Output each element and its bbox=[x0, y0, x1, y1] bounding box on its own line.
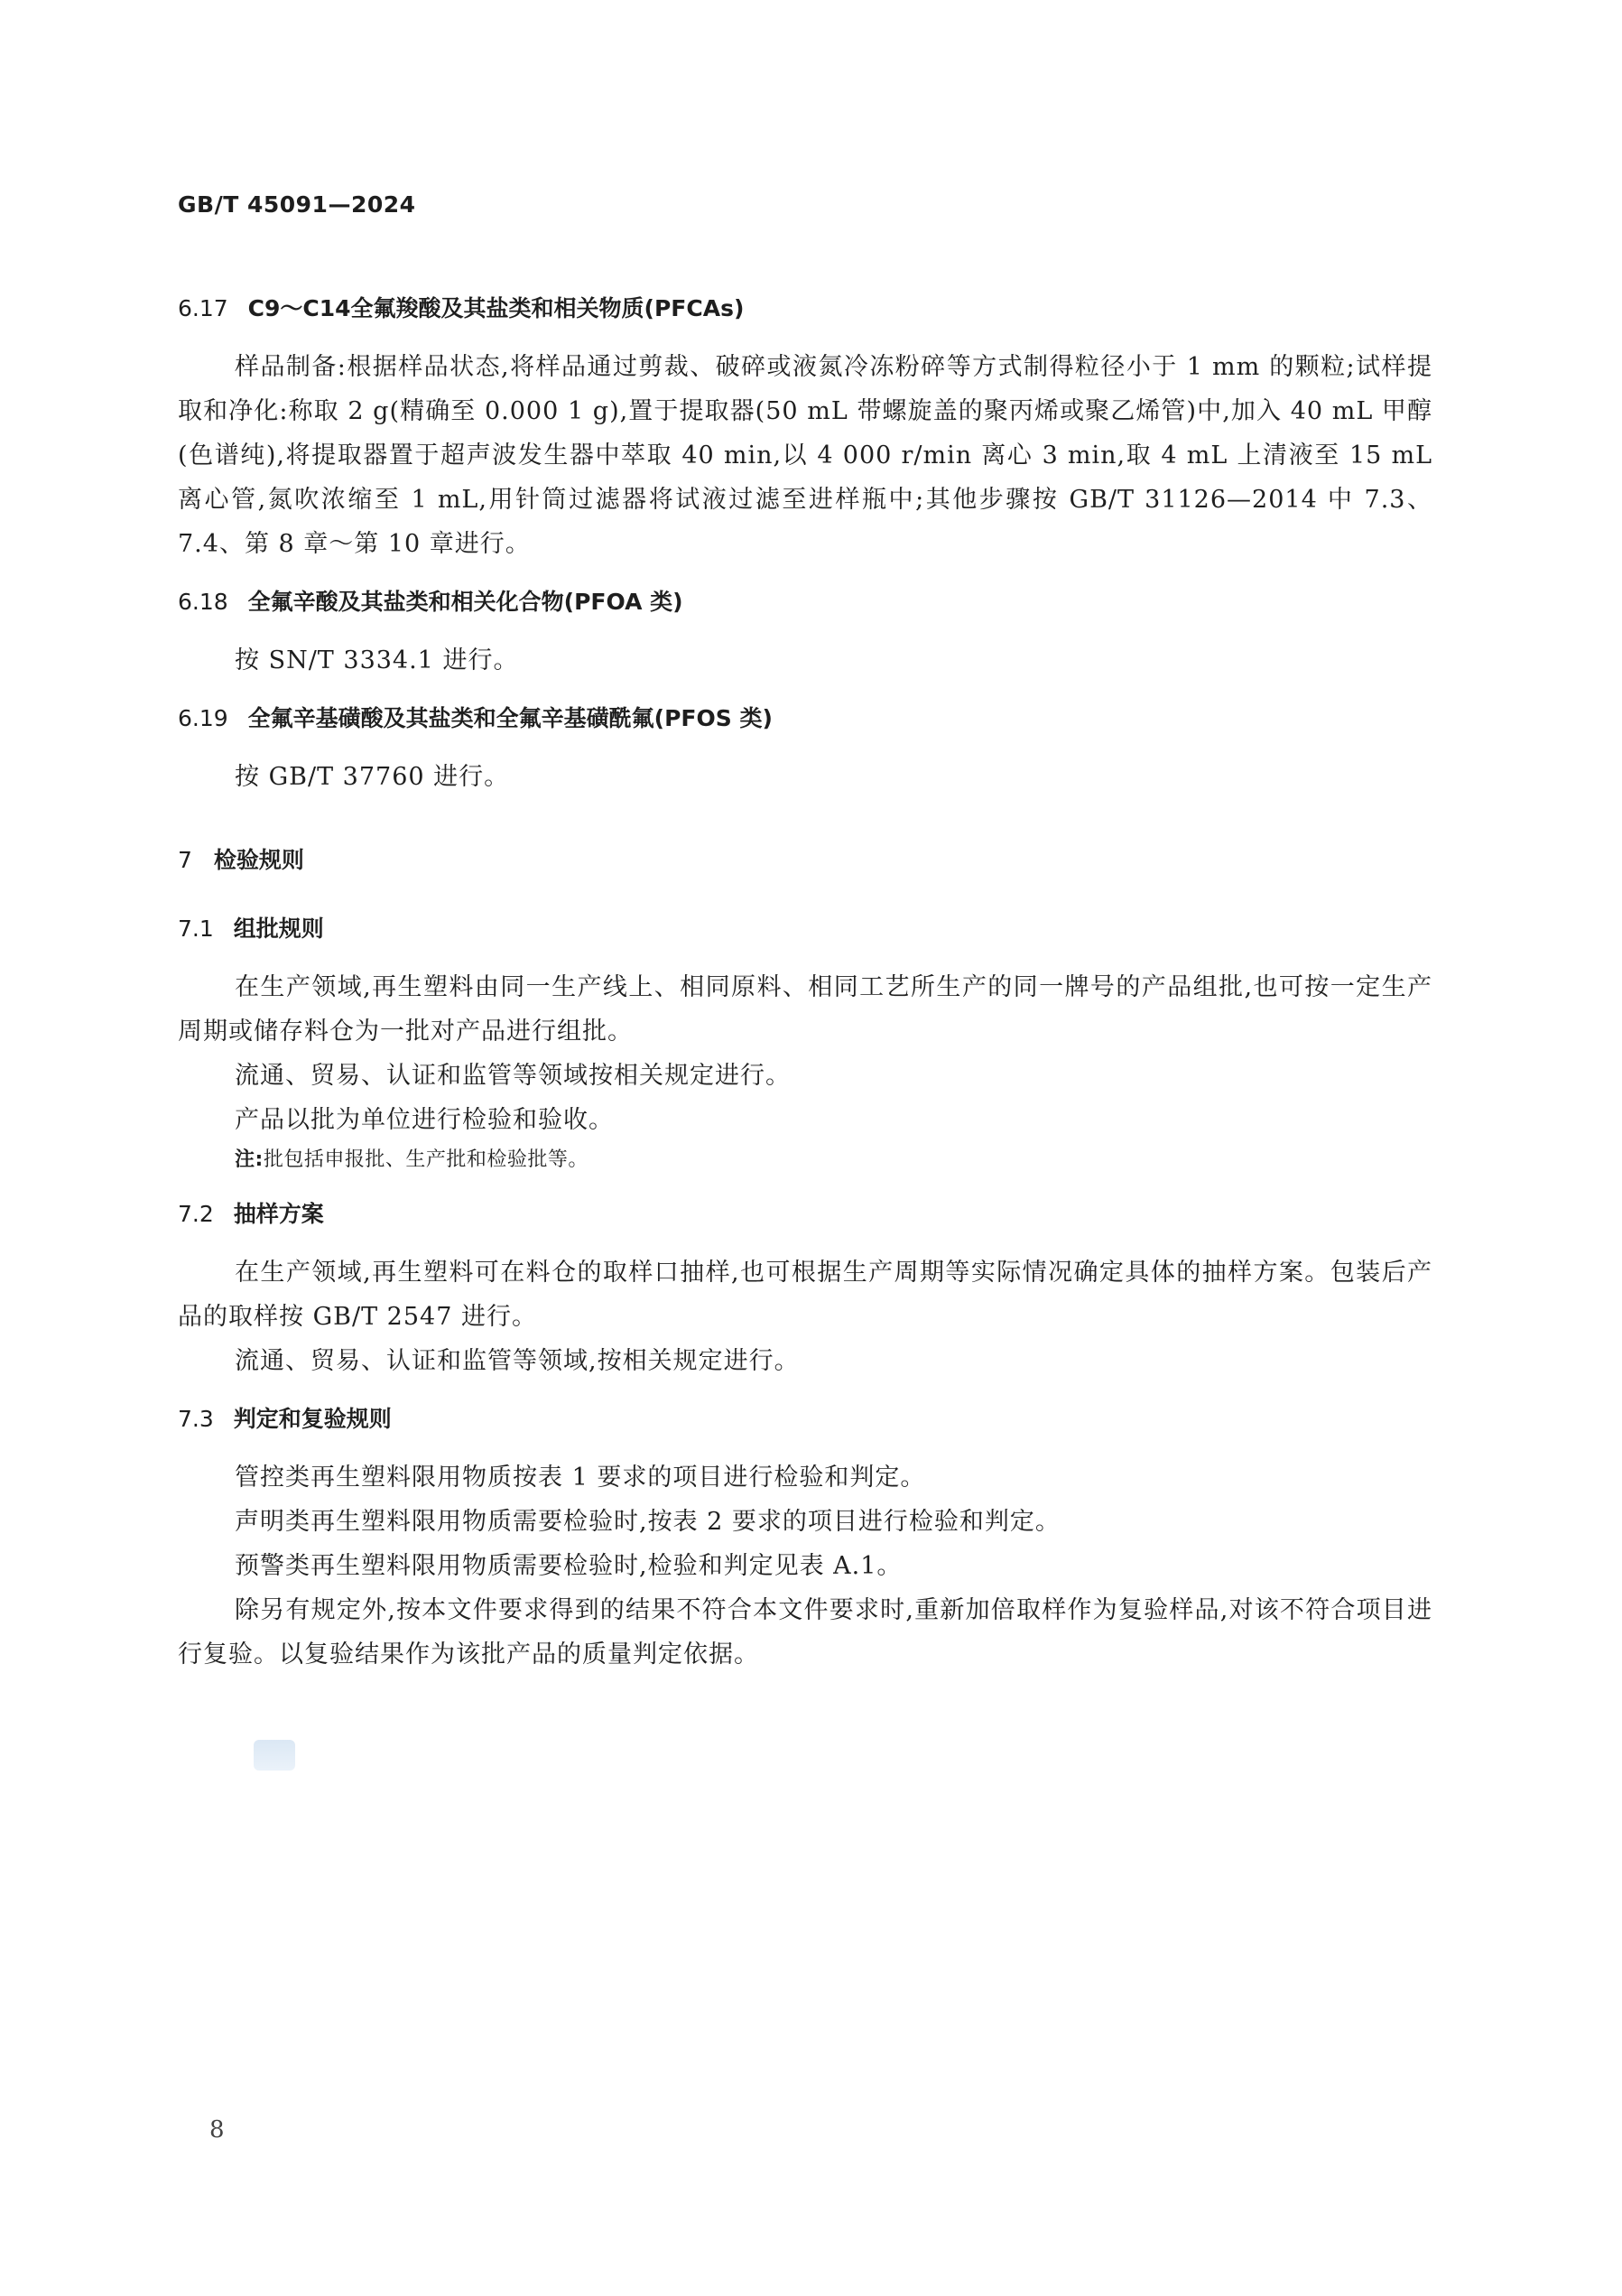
section-7-1-note bbox=[178, 1142, 1432, 1178]
section-number: 6.19 bbox=[178, 705, 228, 731]
section-number: 7.2 bbox=[178, 1201, 214, 1227]
section-7-2-paragraph-2: 流通、贸易、认证和监管等领域,按相关规定进行。 bbox=[235, 1347, 800, 1375]
note-label: 注: bbox=[235, 1148, 264, 1171]
section-number: 7.1 bbox=[178, 916, 214, 942]
note-text: 批包括申报批、生产批和检验批等。 bbox=[263, 1148, 589, 1171]
section-7-1-heading bbox=[178, 907, 1432, 951]
section-number: 6.18 bbox=[178, 589, 228, 615]
section-7-3-paragraph-2: 声明类再生塑料限用物质需要检验时,按表 2 要求的项目进行检验和判定。 bbox=[235, 1508, 1061, 1536]
watermark-logo-icon bbox=[254, 1740, 295, 1771]
section-title: 全氟辛酸及其盐类和相关化合物(PFOA 类) bbox=[247, 589, 683, 615]
section-7-2-heading bbox=[178, 1193, 1432, 1236]
section-6-18-heading bbox=[178, 581, 1432, 624]
section-6-19-heading bbox=[178, 697, 1432, 740]
chapter-number: 7 bbox=[178, 847, 192, 873]
section-7-3-paragraph-3: 预警类再生塑料限用物质需要检验时,检验和判定见表 A.1。 bbox=[235, 1552, 903, 1580]
section-7-3-paragraph-4: 除另有规定外,按本文件要求得到的结果不符合本文件要求时,重新加倍取样作为复验样品,对该不符合项目进行复验。以复验结果作为该批产品的质量判定依据。 bbox=[178, 1596, 1432, 1669]
standard-number-header: GB/T 45091—2024 bbox=[178, 191, 416, 218]
section-title: 判定和复验规则 bbox=[233, 1406, 392, 1432]
chapter-title: 检验规则 bbox=[213, 847, 304, 873]
section-7-3-paragraph-1: 管控类再生塑料限用物质按表 1 要求的项目进行检验和判定。 bbox=[235, 1464, 926, 1492]
page-number: 8 bbox=[209, 2116, 225, 2143]
section-title: 抽样方案 bbox=[233, 1201, 324, 1227]
section-6-17-paragraph: 样品制备:根据样品状态,将样品通过剪裁、破碎或液氮冷冻粉碎等方式制得粒径小于 1 mm 的颗粒;试样提取和净化:称取 2 g(精确至 0.000 1 g),置于提取器(50 mL 带螺旋盖的聚丙烯或聚乙烯管)中,加入 40 mL 甲醇(色谱纯),将提取器置于超声波发生器中萃取 40 min,以 4 000 r/min 离心 3 min,取 4 mL 上清液至 15 mL 离心管,氮吹浓缩至 1 mL,用针筒过滤器将试液过滤至进样瓶中;其他步骤按 GB/T 31126—2014 中 7.3、7.4、第 8 章～第 10 章进行。 bbox=[178, 353, 1432, 558]
section-7-1-paragraph-2: 流通、贸易、认证和监管等领域按相关规定进行。 bbox=[235, 1062, 791, 1090]
section-title: 全氟辛基磺酸及其盐类和全氟辛基磺酰氟(PFOS 类) bbox=[247, 705, 773, 731]
chapter-7-heading bbox=[178, 839, 1432, 882]
section-7-2-paragraph-1: 在生产领域,再生塑料可在料仓的取样口抽样,也可根据生产周期等实际情况确定具体的抽样方案。包装后产品的取样按 GB/T 2547 进行。 bbox=[178, 1259, 1432, 1331]
section-6-19-paragraph: 按 GB/T 37760 进行。 bbox=[235, 763, 510, 791]
section-7-1-paragraph-3: 产品以批为单位进行检验和验收。 bbox=[235, 1106, 614, 1134]
section-6-17-heading bbox=[178, 287, 1432, 330]
section-number: 7.3 bbox=[178, 1406, 214, 1432]
section-7-1-paragraph-1: 在生产领域,再生塑料由同一生产线上、相同原料、相同工艺所生产的同一牌号的产品组批,也可按一定生产周期或储存料仓为一批对产品进行组批。 bbox=[178, 973, 1432, 1046]
section-7-3-heading bbox=[178, 1398, 1432, 1441]
section-6-18-paragraph: 按 SN/T 3334.1 进行。 bbox=[235, 646, 519, 674]
section-number: 6.17 bbox=[178, 295, 228, 321]
section-title: C9～C14全氟羧酸及其盐类和相关物质(PFCAs) bbox=[247, 295, 745, 321]
page-content bbox=[178, 287, 1432, 1677]
section-title: 组批规则 bbox=[233, 916, 324, 942]
